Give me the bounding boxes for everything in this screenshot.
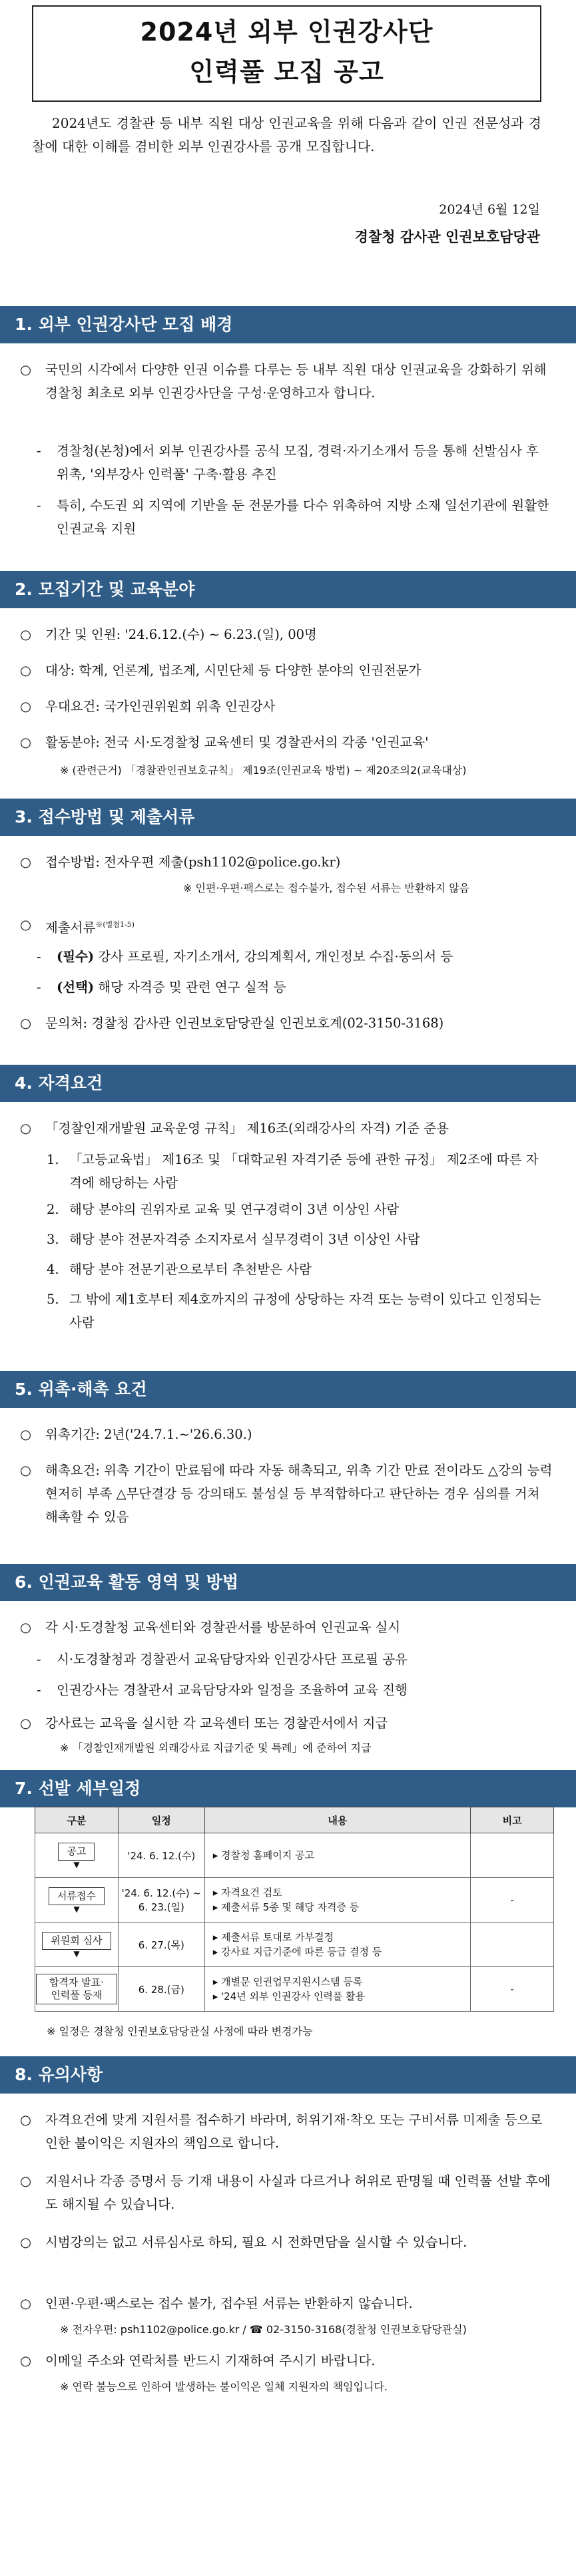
section-header-8	[0, 2056, 576, 2094]
circle-bullet-icon: ○	[20, 627, 32, 642]
row-remark	[471, 1833, 554, 1878]
row-content: ▸ 자격요건 검토 ▸ 제출서류 5종 및 해당 자격증 등	[204, 1878, 470, 1923]
section3-bullet-1: ○ 접수방법: 전자우편 제출(psh1102@police.go.kr)	[20, 850, 553, 874]
circle-bullet-icon: ○	[20, 854, 32, 870]
row-date: '24. 6. 12.(수)	[118, 1833, 204, 1878]
circle-bullet-icon: ○	[20, 1716, 32, 1731]
circle-bullet-icon: ○	[20, 663, 32, 678]
section5-bullet-2: ○ 해촉요건: 위촉 기간이 만료됨에 따라 자동 해촉되고, 위촉 기간 만료 전이라도 △강의 능력 현저히 부족 △무단결강 등 강의태도 불성실 등 부적합하다고 판단하는 경우 심의를 거쳐 해촉할 수 있음	[20, 1459, 553, 1529]
title-box	[32, 5, 541, 102]
row-content: ▸ 개별문 인권업무지원시스템 등록 ▸ '24년 외부 인권강사 인력풀 활용	[204, 1967, 470, 2012]
section4-bullet-1: ○ 「경찰인재개발원 교육운영 규칙」 제16조(외래강사의 자격) 기준 준용	[20, 1117, 553, 1140]
dash-bullet-icon: -	[37, 980, 41, 995]
table-row	[35, 1967, 554, 2012]
section-title: 8. 유의사항	[15, 2065, 103, 2084]
table-row	[35, 1833, 554, 1878]
circle-bullet-icon: ○	[20, 2235, 32, 2250]
section2-bullet-4: ○ 활동분야: 전국 시·도경찰청 교육센터 및 경찰관서의 각종 '인권교육'	[20, 731, 553, 754]
section3-dash-2: - (선택) 해당 자격증 및 관련 연구 실적 등	[37, 976, 549, 999]
col-header-content: 내용	[204, 1807, 470, 1833]
dash-bullet-icon: -	[37, 498, 41, 513]
section8-bullet-5: ○ 이메일 주소와 연락처를 반드시 기재하여 주시기 바랍니다.	[20, 2349, 553, 2372]
title-line-1: 2024년 외부 인권강사단	[140, 17, 433, 47]
section-header-1	[0, 306, 576, 343]
dash-bullet-icon: -	[37, 443, 41, 459]
step-box: 위원회 심사	[42, 1932, 111, 1950]
step-box: 서류접수	[49, 1887, 105, 1905]
dash-bullet-icon: -	[37, 1682, 41, 1698]
circle-bullet-icon: ○	[20, 1121, 32, 1136]
section4-numbered-5: 5. 그 밖에 제1호부터 제4호까지의 규정에 상당하는 자격 또는 능력이 있다고 인정되는 사람	[47, 1292, 541, 1330]
section6-dash-2: - 인권강사는 경찰관서 교육담당자와 일정을 조율하여 교육 진행	[37, 1678, 549, 1702]
row-date: '24. 6. 12.(수) ~ 6. 23.(일)	[118, 1878, 204, 1923]
schedule-table	[35, 1807, 554, 2012]
circle-bullet-icon: ○	[20, 1620, 32, 1635]
section2-bullet-2: ○ 대상: 학계, 언론계, 법조계, 시민단체 등 다양한 분야의 인권전문가	[20, 659, 553, 682]
section8-bullet-3: ○ 시범강의는 없고 서류심사로 하되, 필요 시 전화면담을 실시할 수 있습니다.	[20, 2231, 553, 2254]
intro-paragraph: 2024년도 경찰관 등 내부 직원 대상 인권교육을 위해 다음과 같이 인권 전문성과 경찰에 대한 이해를 겸비한 외부 인권강사를 공개 모집합니다.	[32, 115, 541, 154]
section-title: 3. 접수방법 및 제출서류	[15, 807, 195, 827]
section4-numbered-2: 2. 해당 분야의 권위자로 교육 및 연구경력이 3년 이상인 사람	[47, 1202, 400, 1217]
section8-note-2: ※ 연락 불능으로 인하여 발생하는 불이익은 일체 지원자의 책임입니다.	[60, 2380, 388, 2393]
row-remark: -	[471, 1878, 554, 1923]
circle-bullet-icon: ○	[20, 735, 32, 750]
row-content: ▸ 경찰청 홈페이지 공고	[204, 1833, 470, 1878]
section-title: 7. 선발 세부일정	[15, 1779, 141, 1798]
circle-bullet-icon: ○	[20, 699, 32, 714]
section2-note: ※ (관련근거) 「경찰관인권보호규칙」 제19조(인권교육 방법) ~ 제20조의2(교육대상)	[60, 764, 467, 777]
section-title: 1. 외부 인권강사단 모집 배경	[15, 315, 233, 334]
title-line-2: 인력풀 모집 공고	[189, 57, 384, 87]
schedule-header-row	[35, 1807, 554, 1833]
circle-bullet-icon: ○	[20, 2353, 32, 2368]
section6-note: ※ 「경찰인재개발원 외래강사료 지급기준 및 특례」에 준하여 지급	[60, 1742, 372, 1754]
section4-numbered-3: 3. 해당 분야 전문자격증 소지자로서 실무경력이 3년 이상인 사람	[47, 1232, 420, 1247]
section-title: 5. 위촉·해촉 요건	[15, 1380, 147, 1399]
table-row	[35, 1878, 554, 1923]
schedule-note: ※ 일정은 경찰청 인권보호담당관실 사정에 따라 변경가능	[47, 2025, 313, 2038]
section2-bullet-3: ○ 우대요건: 국가인권위원회 위촉 인권강사	[20, 695, 553, 718]
section8-bullet-4: ○ 인편·우편·팩스로는 접수 불가, 접수된 서류는 반환하지 않습니다.	[20, 2292, 553, 2315]
section2-bullet-1: ○ 기간 및 인원: '24.6.12.(수) ~ 6.23.(일), 00명	[20, 623, 553, 646]
section1-bullet-1: ○ 국민의 시각에서 다양한 인권 이슈를 다루는 등 내부 직원 대상 인권교육을 강화하기 위해 경찰청 최초로 외부 인권강사단을 구성·운영하고자 합니다.	[20, 358, 553, 405]
section6-bullet-2: ○ 강사료는 교육을 실시한 각 교육센터 또는 경찰관서에서 지급	[20, 1712, 553, 1735]
announcement-date: 2024년 6월 12일	[439, 202, 540, 217]
table-row	[35, 1923, 554, 1967]
row-date: 6. 28.(금)	[118, 1967, 204, 2012]
circle-bullet-icon: ○	[20, 362, 32, 377]
section-header-5	[0, 1371, 576, 1408]
row-remark: -	[471, 1967, 554, 2012]
step-box: 합격자 발표· 인력풀 등재	[36, 1974, 117, 2004]
section3-bullet-3: ○ 문의처: 경찰청 감사관 인권보호담당관실 인권보호계(02-3150-3168)	[20, 1012, 553, 1035]
section6-bullet-1: ○ 각 시·도경찰청 교육센터와 경찰관서를 방문하여 인권교육 실시	[20, 1616, 553, 1639]
section8-bullet-1: ○ 자격요건에 맞게 지원서를 접수하기 바라며, 허위기재·착오 또는 구비서류 미제출 등으로 인한 불이익은 지원자의 책임으로 합니다.	[20, 2108, 553, 2155]
section-header-2	[0, 571, 576, 608]
section3-bullet-2: ○ 제출서류$^{※(별첨1-5)}$	[20, 913, 553, 940]
section4-numbered-4: 4. 해당 분야 전문기관으로부터 추천받은 사람	[47, 1262, 312, 1277]
section-header-4	[0, 1065, 576, 1102]
circle-bullet-icon: ○	[20, 2296, 32, 2311]
section-title: 6. 인권교육 활동 영역 및 방법	[15, 1572, 239, 1592]
issuing-organization: 경찰청 감사관 인권보호담당관	[354, 228, 540, 245]
circle-bullet-icon: ○	[20, 2173, 32, 2189]
circle-bullet-icon: ○	[20, 1015, 32, 1031]
section8-note-1: ※ 전자우편: psh1102@police.go.kr / ☎ 02-3150-3168(경찰청 인권보호담당관실)	[60, 2323, 467, 2336]
circle-bullet-icon: ○	[20, 2112, 32, 2127]
row-date: 6. 27.(목)	[118, 1923, 204, 1967]
circle-bullet-icon: ○	[20, 1427, 32, 1442]
circle-bullet-icon: ○	[20, 1463, 32, 1478]
section3-dash-1: - (필수) 강사 프로필, 자기소개서, 강의계획서, 개인정보 수집·동의서 등	[37, 945, 549, 968]
dash-bullet-icon: -	[37, 1652, 41, 1667]
arrow-down-icon: ▼	[73, 1859, 80, 1869]
arrow-down-icon: ▼	[73, 1904, 80, 1914]
section4-numbered-1: 1. 「고등교육법」 제16조 및 「대학교원 자격기준 등에 관한 규정」 제2조에 따른 자격에 해당하는 사람	[47, 1152, 539, 1191]
row-remark	[471, 1923, 554, 1967]
section5-bullet-1: ○ 위촉기간: 2년('24.7.1.~'26.6.30.)	[20, 1423, 553, 1446]
circle-bullet-icon: ○	[20, 917, 32, 932]
section3-note-1: ※ 인편·우편·팩스로는 접수불가, 접수된 서류는 반환하지 않음	[183, 882, 470, 894]
section8-bullet-2: ○ 지원서나 각종 증명서 등 기재 내용이 사실과 다르거나 허위로 판명될 때 인력풀 선발 후에도 해지될 수 있습니다.	[20, 2169, 553, 2216]
section6-dash-1: - 시·도경찰청과 경찰관서 교육담당자와 인권강사단 프로필 공유	[37, 1648, 549, 1671]
arrow-down-icon: ▼	[73, 1948, 80, 1958]
row-content: ▸ 제출서류 토대로 가부결정 ▸ 강사료 지급기준에 따른 등급 결정 등	[204, 1923, 470, 1967]
step-box: 공고	[58, 1843, 95, 1861]
section-header-7	[0, 1770, 576, 1807]
section1-dash-2: - 특히, 수도권 외 지역에 기반을 둔 전문가를 다수 위촉하여 지방 소재 일선기관에 원활한 인권교육 지원	[37, 494, 549, 540]
section-title: 2. 모집기간 및 교육분야	[15, 580, 195, 599]
section-title: 4. 자격요건	[15, 1073, 103, 1093]
dash-bullet-icon: -	[37, 949, 41, 964]
col-header-date: 일정	[118, 1807, 204, 1833]
section-header-3	[0, 799, 576, 836]
col-header-step: 구분	[35, 1807, 119, 1833]
section1-dash-1: - 경찰청(본청)에서 외부 인권강사를 공식 모집, 경력·자기소개서 등을 통해 선발심사 후 위촉, '외부강사 인력풀' 구축·활용 추진	[37, 439, 549, 486]
col-header-remark: 비고	[471, 1807, 554, 1833]
section-header-6	[0, 1564, 576, 1601]
